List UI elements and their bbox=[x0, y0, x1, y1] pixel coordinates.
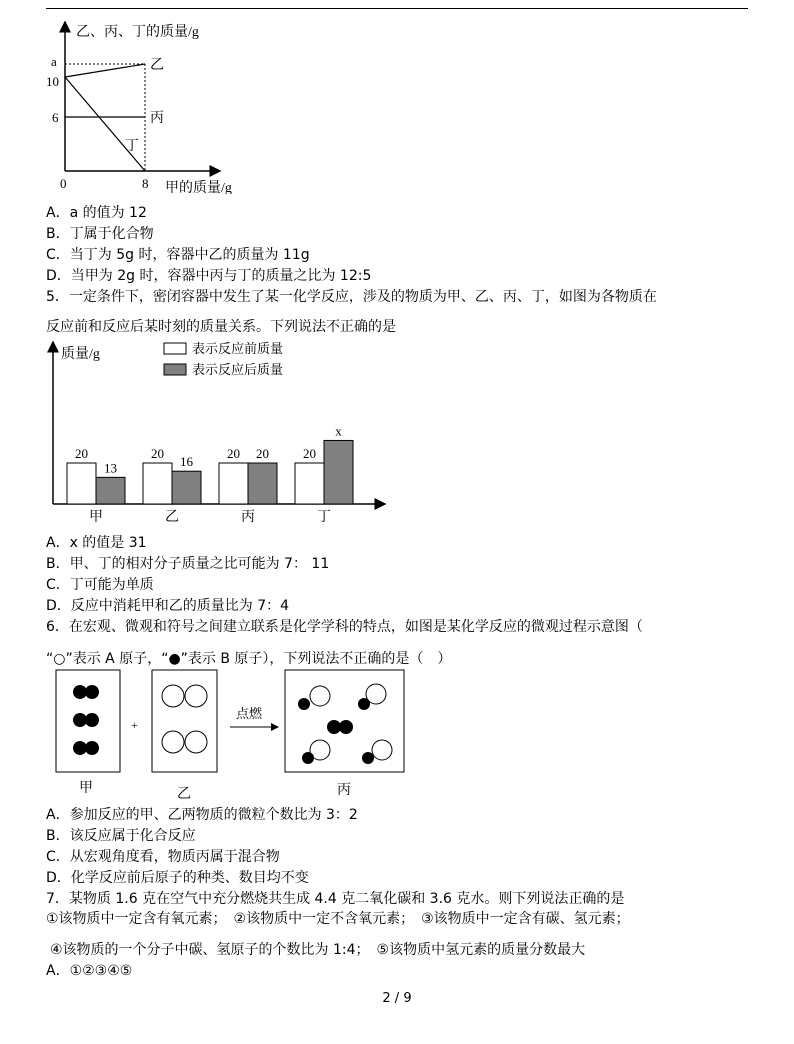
mass-bar-chart bbox=[40, 336, 390, 526]
q6-stem-line2: “○”表示 A 原子，“●”表示 B 原子），下列说法不正确的是（ ） bbox=[46, 651, 452, 667]
q7-option-a: A．①②③④⑤ bbox=[46, 963, 133, 979]
series-line-ding bbox=[65, 77, 145, 171]
q7-stem: 7．某物质 1.6 克在空气中充分燃烧共生成 4.4 克二氧化碳和 3.6 克水。则下列说法正确的是 bbox=[46, 891, 625, 907]
bar-before-1 bbox=[143, 463, 172, 504]
q6-option-b: B．该反应属于化合反应 bbox=[46, 828, 196, 844]
bar-after-3 bbox=[324, 440, 353, 504]
q7-statements-line1: ①该物质中一定含有氧元素； ②该物质中一定不含氧元素； ③该物质中一定含有碳、氢元素； bbox=[46, 911, 630, 927]
category-label-2: 丙 bbox=[241, 510, 255, 525]
series-label-bing: 丙 bbox=[150, 111, 164, 126]
legend-after-swatch bbox=[164, 364, 186, 375]
q4-option-a: A．a 的值为 12 bbox=[46, 205, 147, 221]
bar-label-before-1: 20 bbox=[151, 446, 164, 461]
bar-before-0 bbox=[67, 463, 96, 504]
page-number: 2 / 9 bbox=[382, 991, 412, 1006]
x-axis-label: 甲的质量/g bbox=[165, 181, 232, 194]
y-axis-label: 乙、丙、丁的质量/g bbox=[76, 25, 199, 40]
q5-option-a: A．x 的值是 31 bbox=[46, 535, 147, 551]
q6-option-a: A．参加反应的甲、乙两物质的微粒个数比为 3：2 bbox=[46, 807, 358, 823]
q7-statements-line2: ④该物质的一个分子中碳、氢原子的个数比为 1:4； ⑤该物质中氢元素的质量分数最大 bbox=[50, 942, 586, 958]
bar-after-0 bbox=[96, 477, 125, 504]
mass-line-chart bbox=[40, 14, 250, 194]
q4-option-d: D．当甲为 2g 时，容器中丙与丁的质量之比为 12:5 bbox=[46, 268, 372, 284]
x-tick-8: 8 bbox=[142, 176, 149, 191]
q5-stem-line1: 5．一定条件下，密闭容器中发生了某一化学反应，涉及的物质为甲、乙、丙、丁，如图为各物质在 bbox=[46, 289, 657, 305]
q5-option-d: D．反应中消耗甲和乙的质量比为 7：4 bbox=[46, 598, 290, 614]
bar-before-2 bbox=[219, 463, 248, 504]
legend-after-label: 表示反应后质量 bbox=[192, 363, 284, 378]
category-label-3: 丁 bbox=[317, 510, 331, 525]
category-label-1: 乙 bbox=[165, 510, 179, 525]
top-rule bbox=[46, 8, 748, 9]
q5-option-c: C．丁可能为单质 bbox=[46, 577, 154, 593]
q6-option-c: C．从宏观角度看，物质丙属于混合物 bbox=[46, 849, 280, 865]
y-tick-6: 6 bbox=[52, 110, 59, 125]
q5-stem-line2: 反应前和反应后某时刻的质量关系。下列说法不正确的是 bbox=[46, 319, 396, 335]
q5-option-b: B．甲、丁的相对分子质量之比可能为 7： 11 bbox=[46, 556, 330, 572]
legend-before-swatch bbox=[164, 343, 186, 354]
q6-stem-line1: 6．在宏观、微观和符号之间建立联系是化学学科的特点，如图是某化学反应的微观过程示意图（ bbox=[46, 619, 643, 635]
legend-before-label: 表示反应前质量 bbox=[192, 342, 284, 357]
arrow-label: 点燃 bbox=[236, 707, 263, 722]
bar-label-after-0: 13 bbox=[104, 460, 117, 476]
q4-option-b: B．丁属于化合物 bbox=[46, 226, 154, 242]
bar-label-after-2: 20 bbox=[256, 446, 269, 461]
bar-after-2 bbox=[248, 463, 277, 504]
box-label-bing: 丙 bbox=[337, 783, 351, 798]
reaction-diagram bbox=[40, 664, 420, 804]
q6-option-d: D．化学反应前后原子的种类、数目均不变 bbox=[46, 870, 309, 886]
bar-y-label: 质量/g bbox=[61, 347, 100, 362]
series-line-yi bbox=[65, 64, 145, 77]
box-yi bbox=[152, 670, 217, 772]
q4-option-c: C．当丁为 5g 时，容器中乙的质量为 11g bbox=[46, 247, 310, 263]
bar-label-before-2: 20 bbox=[227, 446, 240, 461]
series-label-yi: 乙 bbox=[150, 58, 164, 73]
bar-before-3 bbox=[295, 463, 324, 504]
plus-sign: + bbox=[131, 718, 138, 732]
bars-group bbox=[67, 423, 353, 525]
box-label-yi: 乙 bbox=[177, 787, 191, 802]
y-tick-10: 10 bbox=[46, 74, 59, 89]
box-label-jia: 甲 bbox=[79, 781, 93, 796]
series-label-ding: 丁 bbox=[125, 139, 139, 154]
bar-label-before-0: 20 bbox=[75, 446, 88, 461]
bar-label-before-3: 20 bbox=[303, 446, 316, 461]
bar-label-after-1: 16 bbox=[180, 454, 193, 470]
category-label-0: 甲 bbox=[89, 510, 103, 525]
x-tick-0: 0 bbox=[60, 176, 67, 191]
bar-label-after-3: x bbox=[335, 423, 342, 439]
bar-after-1 bbox=[172, 471, 201, 504]
y-tick-a: a bbox=[51, 54, 57, 69]
